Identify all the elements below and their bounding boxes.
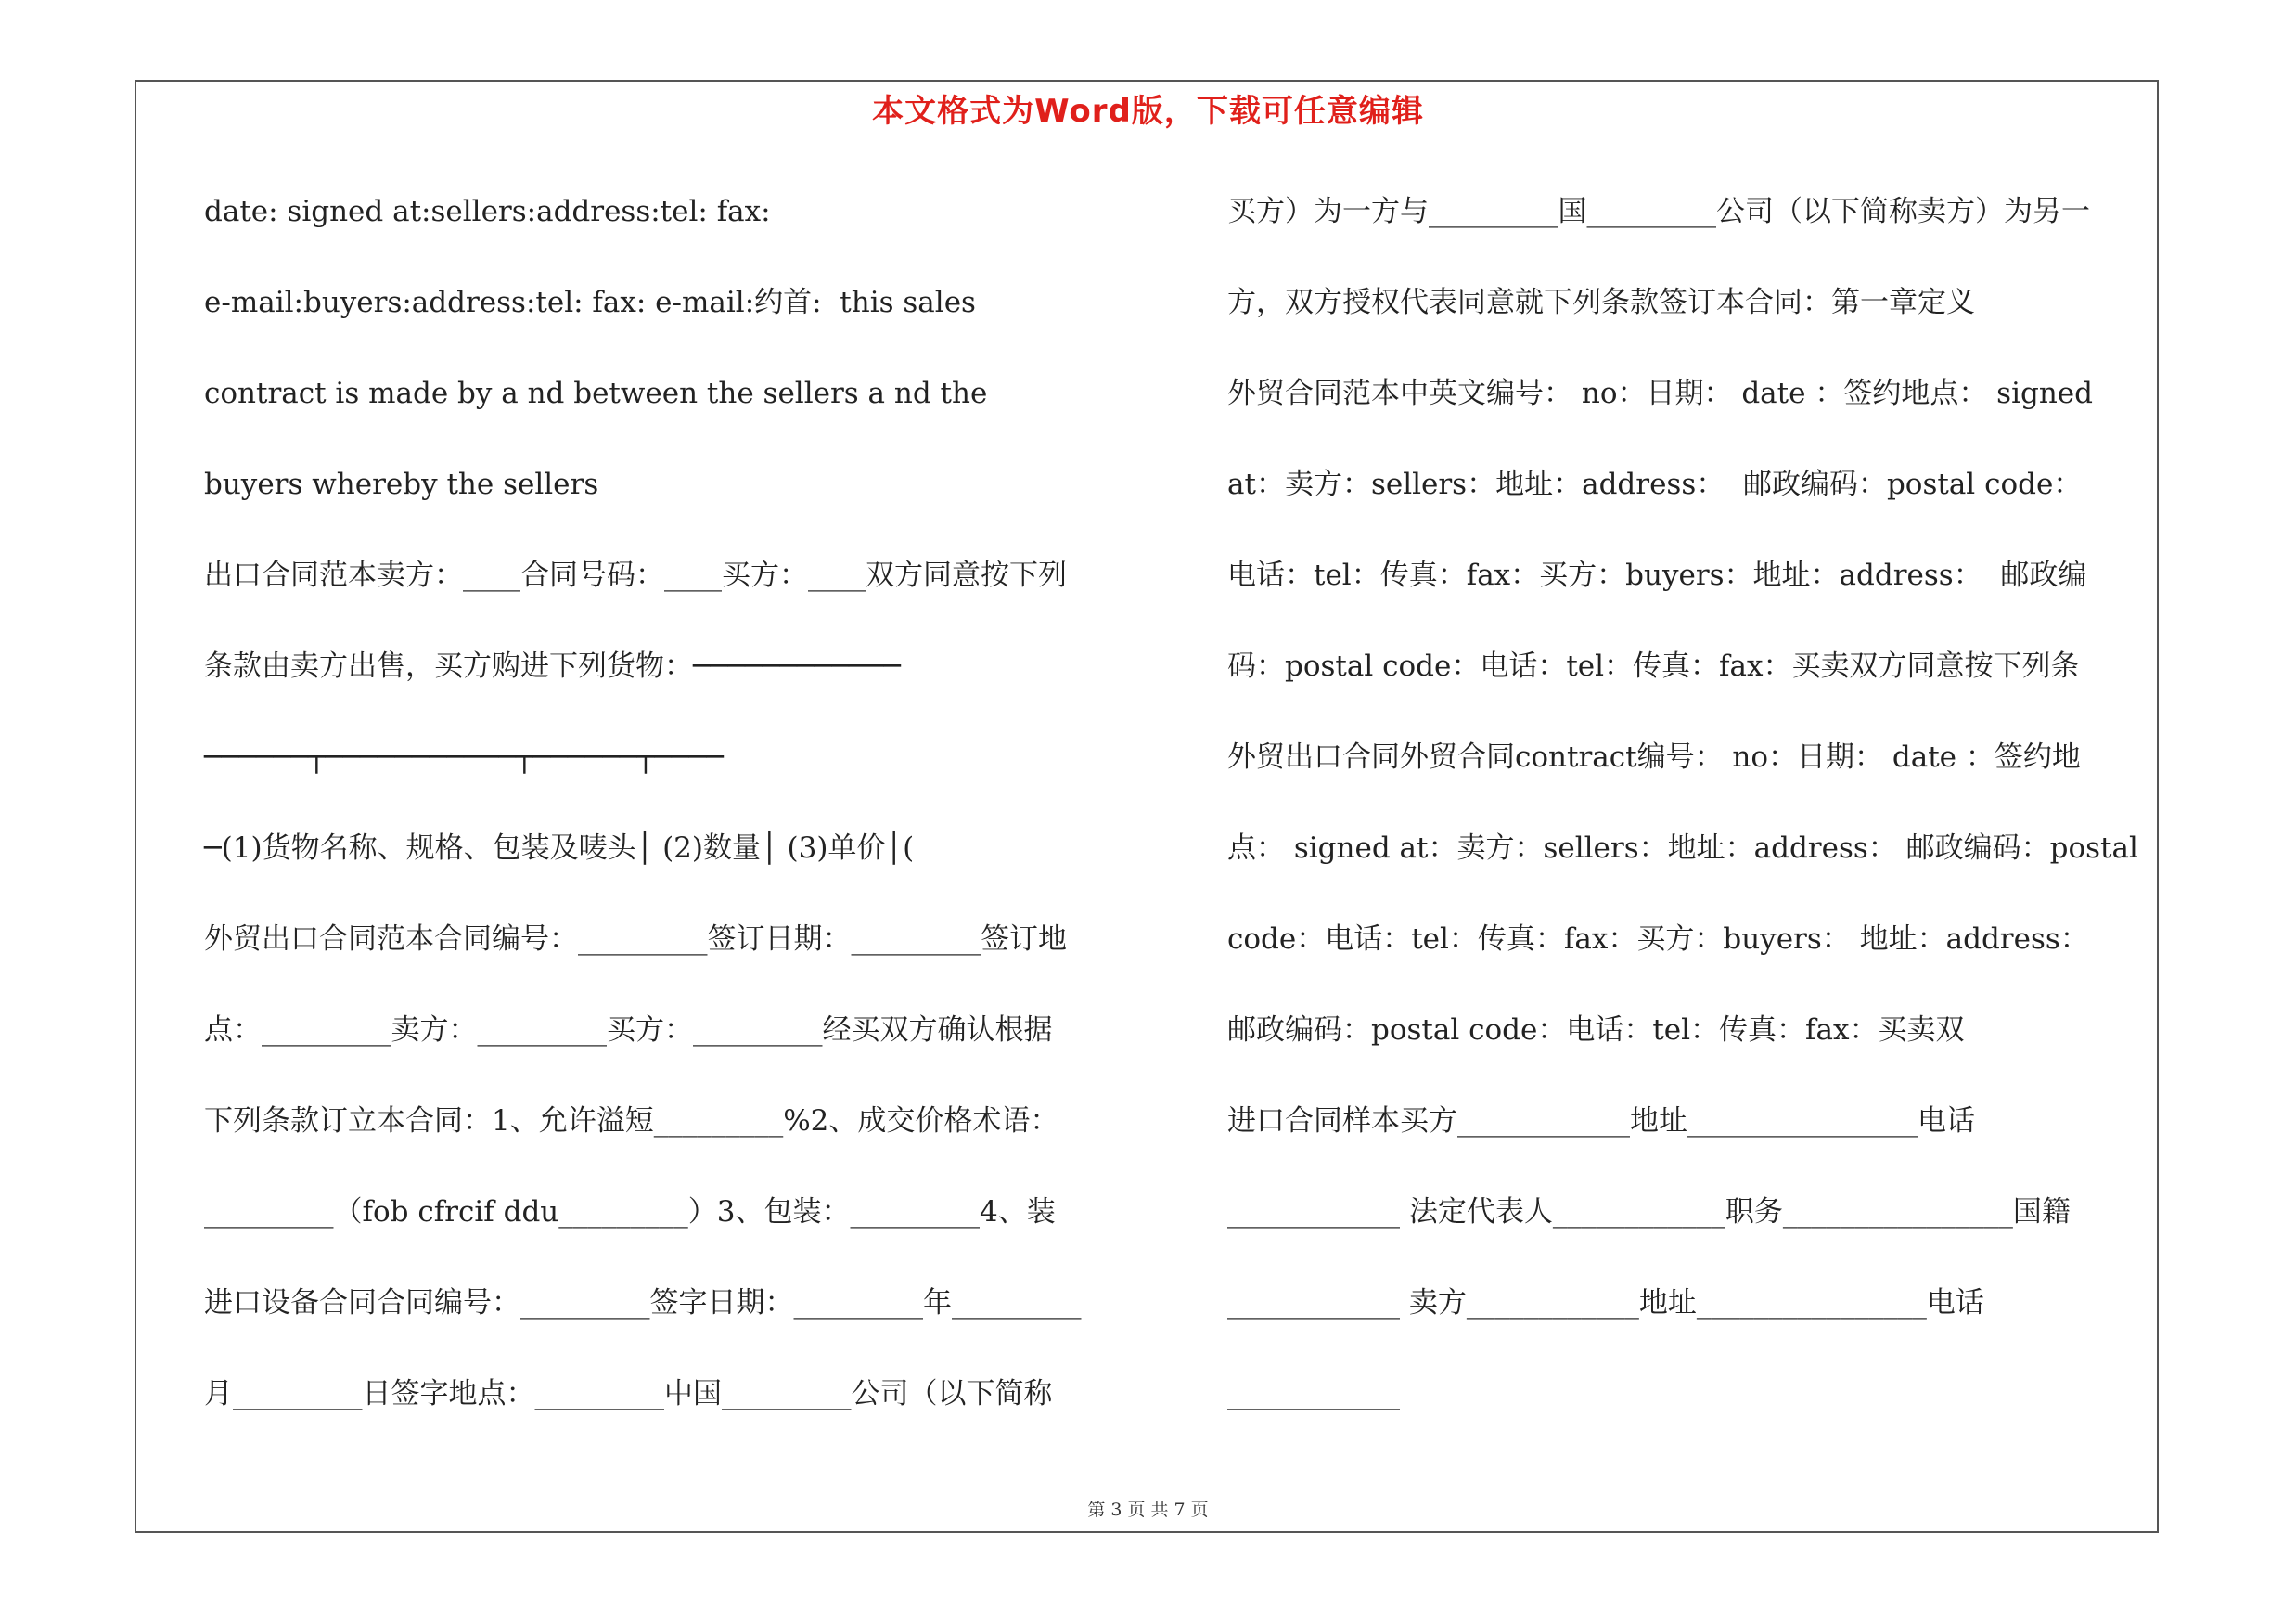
text-line: 邮政编码：postal code：电话：tel：传真：fax：买卖双: [1227, 1013, 1965, 1047]
text-line: 外贸合同范本中英文编号： no：日期： date ：签约地点： signed: [1227, 377, 2093, 410]
text-line: 点： signed at：卖方：sellers：地址：address： 邮政编码：postal: [1227, 831, 2138, 865]
text-line: 进口设备合同合同编号：_________签字日期：_________年_________: [204, 1286, 1082, 1320]
page-number-footer: 第 3 页 共 7 页: [1087, 1500, 1209, 1520]
text-line: ____________ 法定代表人____________职务________________国籍: [1227, 1195, 2071, 1229]
text-line: ──────┬───────────┬──────┬────: [204, 741, 724, 774]
left-column: [204, 187, 1150, 1461]
text-line: 进口合同样本买方____________地址________________电话: [1227, 1104, 1975, 1138]
text-line: 外贸出口合同外贸合同contract编号： no：日期： date ：签约地: [1227, 741, 2081, 774]
text-line: code：电话：tel：传真：fax：买方：buyers： 地址：address：: [1227, 922, 2089, 956]
text-line: 买方）为一方与_________国_________公司（以下简称卖方）为另一: [1227, 195, 2090, 228]
text-line: 下列条款订立本合同：1、允许溢短_________%2、成交价格术语：: [204, 1104, 1059, 1138]
text-line: 码：postal code：电话：tel：传真：fax：买卖双方同意按下列条: [1227, 650, 2080, 683]
text-line: date: signed at:sellers:address:tel: fax:: [204, 195, 771, 228]
text-line: ____________: [1227, 1377, 1400, 1410]
text-line: 点：_________卖方：_________买方：_________经买双方确认根据: [204, 1013, 1053, 1047]
text-line: ____________ 卖方____________地址________________电话: [1227, 1286, 1984, 1320]
text-line: 电话：tel：传真：fax：买方：buyers：地址：address： 邮政编: [1227, 559, 2087, 592]
text-line: 月_________日签字地点：_________中国_________公司（以下简称: [204, 1377, 1053, 1410]
text-line: _________（fob cfrcif ddu_________）3、包装：_________4、装: [204, 1195, 1056, 1229]
text-line: buyers whereby the sellers: [204, 468, 599, 501]
text-line: 外贸出口合同范本合同编号：_________签订日期：_________签订地: [204, 922, 1067, 956]
text-line: 方，双方授权代表同意就下列条款签订本合同：第一章定义: [1227, 286, 1975, 319]
document-banner: 本文格式为Word版，下载可任意编辑: [872, 93, 1424, 130]
text-line: ─(1)货物名称、规格、包装及唛头│ (2)数量│ (3)单价│(: [204, 831, 915, 865]
text-line: e-mail:buyers:address:tel: fax: e-mail:约首: this sales: [204, 286, 976, 319]
text-line: 条款由卖方出售，买方购进下列货物：────────────: [204, 650, 901, 683]
right-column: [1227, 187, 2155, 1461]
text-line: contract is made by a nd between the sellers a nd the: [204, 377, 988, 410]
text-line: at：卖方：sellers：地址：address： 邮政编码：postal code：: [1227, 468, 2083, 501]
text-line: 出口合同范本卖方：____合同号码：____买方：____双方同意按下列: [204, 559, 1067, 592]
